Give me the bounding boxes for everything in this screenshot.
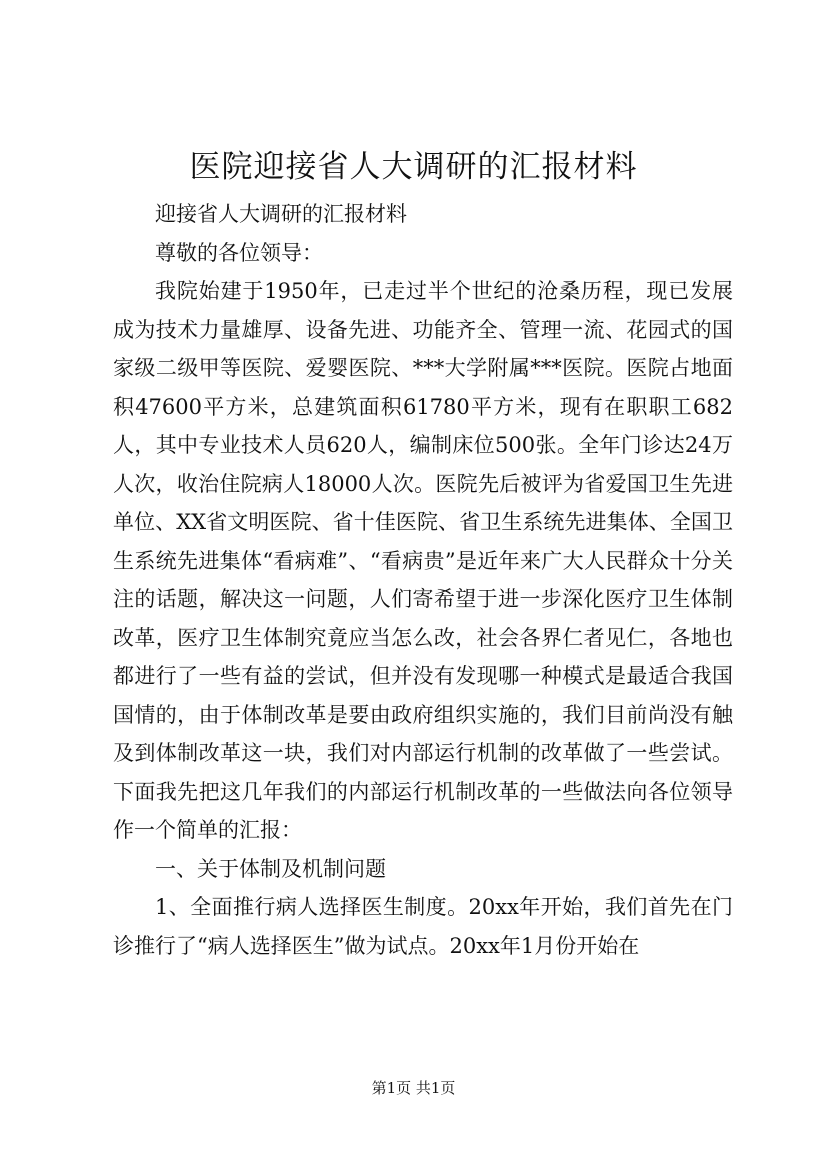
paragraph-item-1: 1、全面推行病人选择医生制度。20xx年开始，我们首先在门诊推行了“病人选择医生”做为试点。20xx年1月份开始在 — [113, 895, 733, 958]
paragraph-salutation: 尊敬的各位领导： — [155, 240, 323, 265]
paragraph-introduction: 我院始建于1950年，已走过半个世纪的沧桑历程，现已发展成为技术力量雄厚、设备先进、功能齐全、管理一流、花园式的国家级二级甲等医院、爱婴医院、***大学附属***医院。医院占地面积47600平方米，总建筑面积61780平方米，现有在职职工682人，其中专业技术人员620人，编制床位500张。全年门诊达24万人次，收治住院病人18000人次。医院先后被评为省爱国卫生先进单位、XX省文明医院、省十佳医院、省卫生系统先进集体、全国卫生系统先进集体“看病难”、“看病贵”是近年来广大人民群众十分关注的话题，解决这一问题，人们寄希望于进一步深化医疗卫生体制改革，医疗卫生体制究竟应当怎么改，社会各界仁者见仁，各地也都进行了一些有益的尝试，但并没有发现哪一种模式是最适合我国国情的，由于体制改革是要由政府组织实施的，我们目前尚没有触及到体制改革这一块，我们对内部运行机制的改革做了一些尝试。下面我先把这几年我们的内部运行机制改革的一些做法向各位领导作一个简单的汇报： — [113, 279, 733, 842]
paragraph-subtitle: 迎接省人大调研的汇报材料 — [155, 202, 407, 226]
document-body — [113, 195, 733, 965]
section-heading: 一、关于体制及机制问题 — [155, 856, 386, 881]
page-footer: 第1页 共1页 — [371, 1079, 456, 1097]
document-title: 医院迎接省人大调研的汇报材料 — [189, 149, 638, 185]
